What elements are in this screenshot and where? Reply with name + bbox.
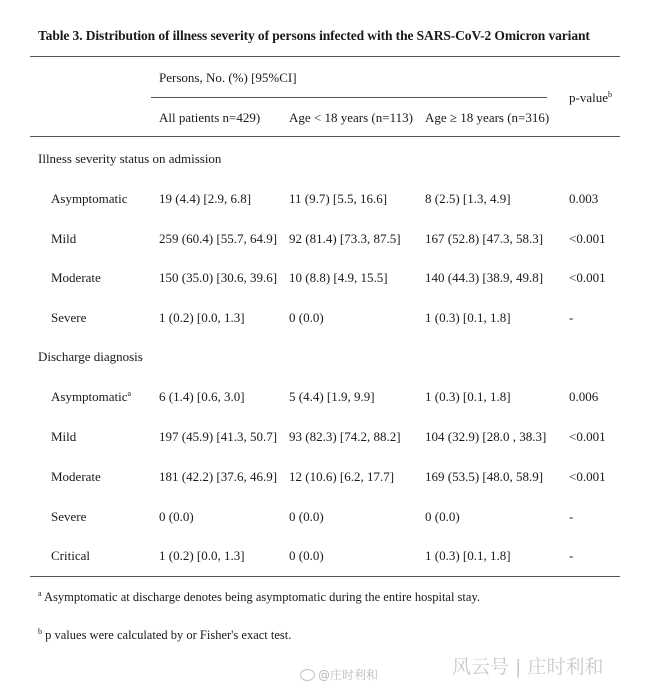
cell-pvalue: - [569, 509, 574, 524]
cell-pvalue: - [569, 548, 574, 563]
cell-under18: 0 (0.0) [289, 509, 324, 524]
table-title: Table 3. Distribution of illness severity of persons infected with the SARS-CoV-2 Omicron variant [38, 28, 590, 43]
cell-all: 150 (35.0) [30.6, 39.6] [159, 270, 278, 285]
cell-over18: 1 (0.3) [0.1, 1.8] [425, 389, 511, 404]
cell-under18: 0 (0.0) [289, 310, 324, 325]
cell-all: 259 (60.4) [55.7, 64.9] [159, 231, 278, 246]
cell-under18: 92 (81.4) [73.3, 87.5] [289, 231, 401, 246]
pvalue-header: p-value$^b$ [569, 90, 612, 105]
footnote-b: $^b$ p values were calculated by or Fisher's exact test. [38, 627, 292, 642]
cell-pvalue: 0.003 [569, 191, 599, 206]
cell-under18: 11 (9.7) [5.5, 16.6] [289, 191, 388, 206]
group-rule [151, 97, 547, 98]
row-label: Asymptomatic$^a$ [51, 389, 132, 404]
cell-all: 1 (0.2) [0.0, 1.3] [159, 548, 245, 563]
row-label: Severe [51, 310, 87, 325]
cell-pvalue: <0.001 [569, 270, 606, 285]
cell-all: 197 (45.9) [41.3, 50.7] [159, 429, 278, 444]
cell-all: 6 (1.4) [0.6, 3.0] [159, 389, 245, 404]
row-label: Severe [51, 509, 87, 524]
top-rule [30, 56, 620, 57]
cell-over18: 0 (0.0) [425, 509, 460, 524]
section-label-discharge: Discharge diagnosis [38, 349, 143, 364]
section-label-admission: Illness severity status on admission [38, 151, 222, 166]
row-label: Mild [51, 429, 77, 444]
cell-over18: 140 (44.3) [38.9, 49.8] [425, 270, 544, 285]
cell-over18: 1 (0.3) [0.1, 1.8] [425, 548, 511, 563]
watermark-left: @庄时利和 [300, 666, 378, 683]
cell-pvalue: <0.001 [569, 231, 606, 246]
cell-under18: 10 (8.8) [4.9, 15.5] [289, 270, 388, 285]
cell-over18: 104 (32.9) [28.0 , 38.3] [425, 429, 547, 444]
row-label: Moderate [51, 469, 101, 484]
cell-over18: 169 (53.5) [48.0, 58.9] [425, 469, 544, 484]
row-label: Mild [51, 231, 77, 246]
row-label: Critical [51, 548, 90, 563]
cell-all: 19 (4.4) [2.9, 6.8] [159, 191, 252, 206]
col-header-under18: Age < 18 years (n=113) [289, 110, 413, 125]
col-header-over18: Age ≥ 18 years (n=316) [425, 110, 550, 125]
cell-all: 1 (0.2) [0.0, 1.3] [159, 310, 245, 325]
bottom-rule [30, 576, 620, 577]
cell-under18: 0 (0.0) [289, 548, 324, 563]
footnote-a: $^a$ Asymptomatic at discharge denotes being asymptomatic during the entire hospital stay. [38, 589, 481, 604]
cell-pvalue: - [569, 310, 574, 325]
cell-under18: 5 (4.4) [1.9, 9.9] [289, 389, 375, 404]
cell-over18: 1 (0.3) [0.1, 1.8] [425, 310, 511, 325]
group-header: Persons, No. (%) [95%CI] [159, 70, 297, 85]
cell-pvalue: <0.001 [569, 429, 606, 444]
cell-over18: 167 (52.8) [47.3, 58.3] [425, 231, 544, 246]
cell-pvalue: <0.001 [569, 469, 606, 484]
cell-over18: 8 (2.5) [1.3, 4.9] [425, 191, 511, 206]
cell-under18: 93 (82.3) [74.2, 88.2] [289, 429, 401, 444]
col-header-all: All patients n=429) [159, 110, 261, 125]
cell-under18: 12 (10.6) [6.2, 17.7] [289, 469, 395, 484]
weibo-icon [300, 669, 315, 681]
row-label: Moderate [51, 270, 101, 285]
row-label: Asymptomatic [51, 191, 128, 206]
watermark-right: 风云号 | 庄时利和 [452, 656, 604, 678]
header-bottom-rule [30, 136, 620, 137]
cell-all: 0 (0.0) [159, 509, 194, 524]
cell-pvalue: 0.006 [569, 389, 599, 404]
cell-all: 181 (42.2) [37.6, 46.9] [159, 469, 278, 484]
